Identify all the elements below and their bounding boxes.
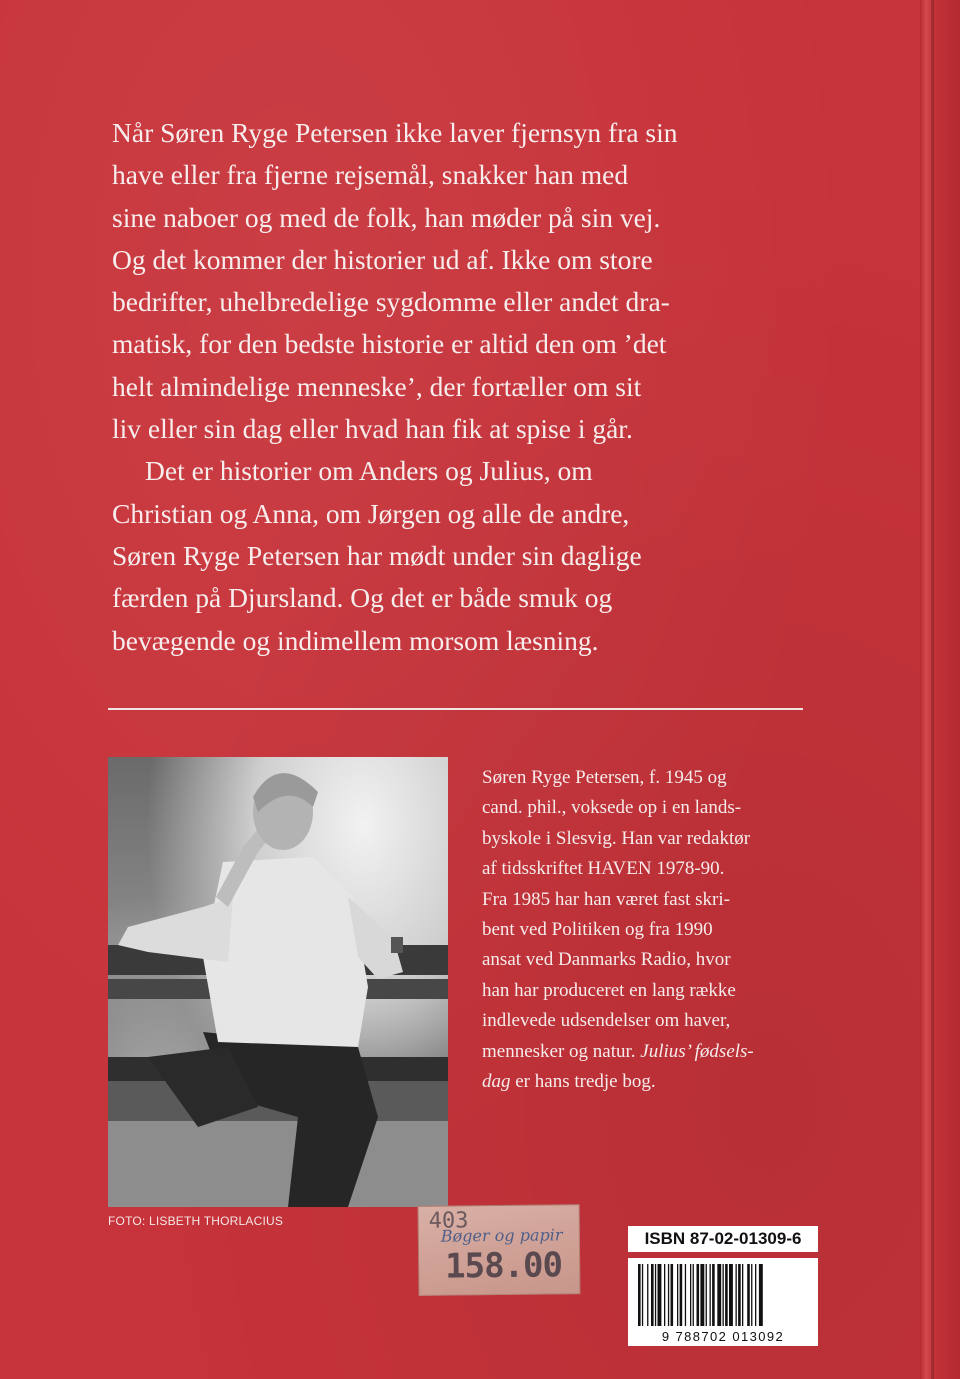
barcode	[628, 1258, 818, 1346]
barcode-bar	[759, 1264, 763, 1326]
barcode-bar	[729, 1264, 733, 1326]
barcode-bar	[638, 1264, 641, 1326]
bio-line: af tidsskriftet HAVEN 1978-90.	[482, 858, 725, 880]
barcode-digits: 9 788702 013092	[661, 1329, 785, 1344]
blurb-line: have eller fra fjerne rejsemål, snakker han med	[112, 159, 629, 191]
author-photo	[108, 757, 448, 1207]
price-sticker	[418, 1204, 581, 1296]
barcode-bar	[680, 1264, 683, 1326]
blurb-paragraph-2	[112, 450, 812, 661]
barcode-bar	[664, 1264, 665, 1326]
author-photo-illustration	[108, 757, 448, 1207]
barcode-bar	[725, 1264, 728, 1326]
blurb-line: Det er historier om Anders og Julius, om	[145, 455, 593, 487]
bio-text: mennesker og natur.	[482, 1040, 641, 1062]
barcode-bar	[747, 1264, 750, 1326]
blurb-line: liv eller sin dag eller hvad han fik at spise i går.	[112, 413, 633, 445]
barcode-bar	[755, 1264, 756, 1326]
blurb-line: sine naboer og med de folk, han møder på sin vej.	[112, 201, 661, 233]
spine-groove	[931, 0, 934, 1379]
barcode-bar	[655, 1264, 656, 1326]
barcode-bar	[668, 1264, 669, 1326]
isbn-label: ISBN 87-02-01309-6	[628, 1226, 818, 1252]
barcode-bar	[736, 1264, 737, 1326]
barcode-bar	[700, 1264, 704, 1326]
barcode-bar	[723, 1264, 724, 1326]
barcode-bar	[651, 1264, 654, 1326]
barcode-bar	[642, 1264, 643, 1326]
barcode-bar	[717, 1264, 721, 1326]
barcode-bar	[751, 1264, 752, 1326]
bio-line: byskole i Slesvig. Han var redaktør	[482, 827, 751, 849]
bio-line	[482, 1067, 812, 1097]
bio-line: indlevede udsendelser om haver,	[482, 1010, 731, 1032]
bio-line: han har produceret en lang række	[482, 979, 736, 1001]
sticker-code: 403	[428, 1208, 469, 1234]
book-title-italic: dag	[482, 1071, 511, 1093]
barcode-bar	[685, 1264, 686, 1326]
blurb-line: Når Søren Ryge Petersen ikke laver fjernsyn fra sin	[112, 117, 678, 148]
bio-line: bent ved Politiken og fra 1990	[482, 919, 713, 941]
bio-line: cand. phil., voksede op i en lands-	[482, 797, 742, 819]
spine-edge	[920, 0, 960, 1379]
bio-text: er hans tredje bog.	[510, 1071, 656, 1093]
sticker-price: 158.00	[444, 1245, 563, 1287]
blurb-line: matisk, for den bedste historie er altid den om ’det	[112, 328, 667, 360]
blurb-line: bevægende og indimellem morsom læsning.	[112, 624, 599, 656]
blurb-line: bedrifter, uhelbredelige sygdomme eller andet dra-	[112, 286, 670, 318]
bio-line	[482, 1037, 812, 1067]
blurb-paragraph-1	[112, 112, 812, 450]
barcode-bar	[738, 1264, 741, 1326]
barcode-bar	[658, 1264, 662, 1326]
barcode-bar	[677, 1264, 678, 1326]
blurb-line: Og det kommer der historier ud af. Ikke om store	[112, 243, 653, 275]
bio-line: Fra 1985 har han været fast skri-	[482, 888, 730, 910]
barcode-bar	[742, 1264, 743, 1326]
barcode-bar	[712, 1264, 715, 1326]
photo-credit: FOTO: LISBETH THORLACIUS	[108, 1214, 284, 1228]
sticker-shop-name: Bøger og papir	[440, 1225, 563, 1246]
barcode-bars	[628, 1258, 818, 1330]
barcode-bar	[647, 1264, 648, 1326]
blurb-text	[112, 112, 812, 662]
book-title-italic: Julius’ fødsels-	[640, 1040, 754, 1062]
barcode-bar	[706, 1264, 707, 1326]
barcode-bar	[710, 1264, 711, 1326]
blurb-line: Christian og Anna, om Jørgen og alle de andre,	[112, 497, 630, 529]
blurb-line: Søren Ryge Petersen har mødt under sin daglige	[112, 539, 642, 571]
barcode-bar	[697, 1264, 700, 1326]
barcode-bar	[690, 1264, 691, 1326]
barcode-bar	[693, 1264, 694, 1326]
author-bio	[482, 763, 812, 1097]
barcode-bar	[671, 1264, 674, 1326]
bio-line: ansat ved Danmarks Radio, hvor	[482, 949, 731, 971]
blurb-line: helt almindelige menneske’, der fortæller om sit	[112, 370, 642, 402]
blurb-line: færden på Djursland. Og det er både smuk og	[112, 582, 613, 614]
bio-line: Søren Ryge Petersen, f. 1945 og	[482, 767, 727, 788]
divider-rule	[108, 708, 803, 710]
